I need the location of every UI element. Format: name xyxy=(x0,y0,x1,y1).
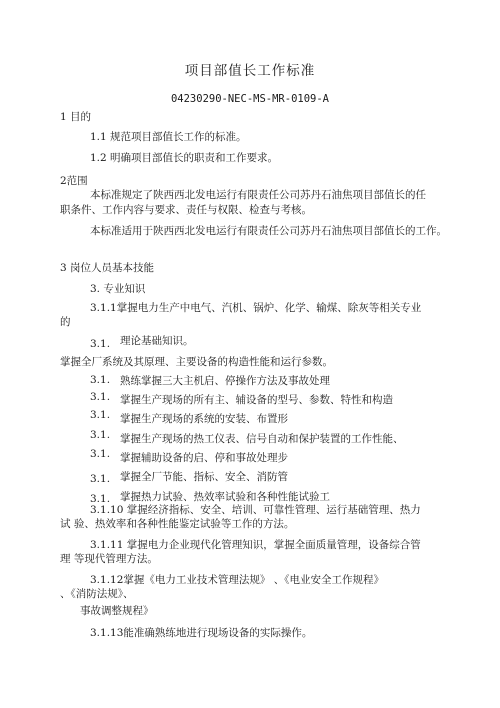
skill-8-text: 掌握全厂节能、指标、安全、消防管 xyxy=(120,471,288,483)
section-2-para-1-line-2: 职条件、工作内容与要求、责任与权限、检查与考核。 xyxy=(60,204,312,216)
section-1-item-2: 1.2 明确项目部值长的职责和工作要求。 xyxy=(90,152,279,164)
skill-11-line-1: 3.1.11 掌握电力企业现代化管理知识，掌握全面质量管理，设备综合管 xyxy=(90,539,421,551)
skill-3-text: 熟练掌握三大主机启、停操作方法及事故处理 xyxy=(120,375,330,387)
section-2-heading: 2范围 xyxy=(60,175,88,187)
skill-7-text: 掌握辅助设备的启、停和事故处理步 xyxy=(120,452,288,464)
skill-9-text: 掌握热力试验、热效率试验和各种性能试验工 xyxy=(120,491,330,503)
skill-9-number: 3.1. xyxy=(90,493,111,505)
skill-5-number: 3.1. xyxy=(90,409,111,421)
skill-6-text: 掌握生产现场的热工仪表、信号自动和保护装置的工作性能、 xyxy=(120,433,404,445)
skill-2-number: 3.1. xyxy=(90,338,111,350)
skill-4-number: 3.1. xyxy=(90,391,111,403)
skill-5-text: 掌握生产现场的系统的安装、布置形 xyxy=(120,413,288,425)
skill-10-line-1: 3.1.10 掌握经济指标、安全、培训、可靠性管理、运行基础管理、热力 xyxy=(90,504,421,516)
skill-1-line-2: 的 xyxy=(60,316,71,328)
document-code: 04230290-NEC-MS-MR-0109-A xyxy=(170,93,330,105)
skill-12-line-1: 3.1.12掌握《电力工业技术管理法规》 、《电业安全工作规程》 xyxy=(90,574,384,586)
skill-7-number: 3.1. xyxy=(90,448,111,460)
skill-3-number: 3.1. xyxy=(90,374,111,386)
skill-10-line-2: 试 验、热效率和各种性能鉴定试验等工作的方法。 xyxy=(60,518,295,530)
section-2-para-2: 本标准适用于陕西西北发电运行有限责任公司苏丹石油焦项目部值长的工作。 xyxy=(90,225,447,237)
skill-2-text: 理论基础知识。 xyxy=(120,335,194,347)
skill-13: 3.1.13能准确熟练地进行现场设备的实际操作。 xyxy=(90,627,313,639)
skill-4-text: 掌握生产现场的所有主、辅设备的型号、参数、特性和构造 xyxy=(120,394,393,406)
skill-6-number: 3.1. xyxy=(90,429,111,441)
section-2-para-1-line-1: 本标准规定了陕西西北发电运行有限责任公司苏丹石油焦项目部值长的任 xyxy=(90,189,426,201)
document-title: 项目部值长工作标准 xyxy=(184,63,316,79)
skill-11-line-2: 理 等现代管理方法。 xyxy=(60,553,158,565)
skill-8-number: 3.1. xyxy=(90,473,111,485)
skill-12-line-2: 、《消防法规》、 xyxy=(60,588,134,600)
section-1-item-1: 1.1 规范项目部值长工作的标准。 xyxy=(90,131,247,143)
skill-12-line-3: 事故调整规程》 xyxy=(80,605,154,617)
section-3-subheading: 3. 专业知识 xyxy=(90,283,146,295)
skill-2-continuation: 掌握全厂系统及其原理、主要设备的构造性能和运行参数。 xyxy=(60,356,333,368)
section-1-heading: 1 目的 xyxy=(60,111,92,123)
skill-1-line-1: 3.1.1掌握电力生产中电气、汽机、锅炉、化学、输煤、除灰等相关专业 xyxy=(90,302,422,314)
section-3-heading: 3 岗位人员基本技能 xyxy=(60,262,155,274)
